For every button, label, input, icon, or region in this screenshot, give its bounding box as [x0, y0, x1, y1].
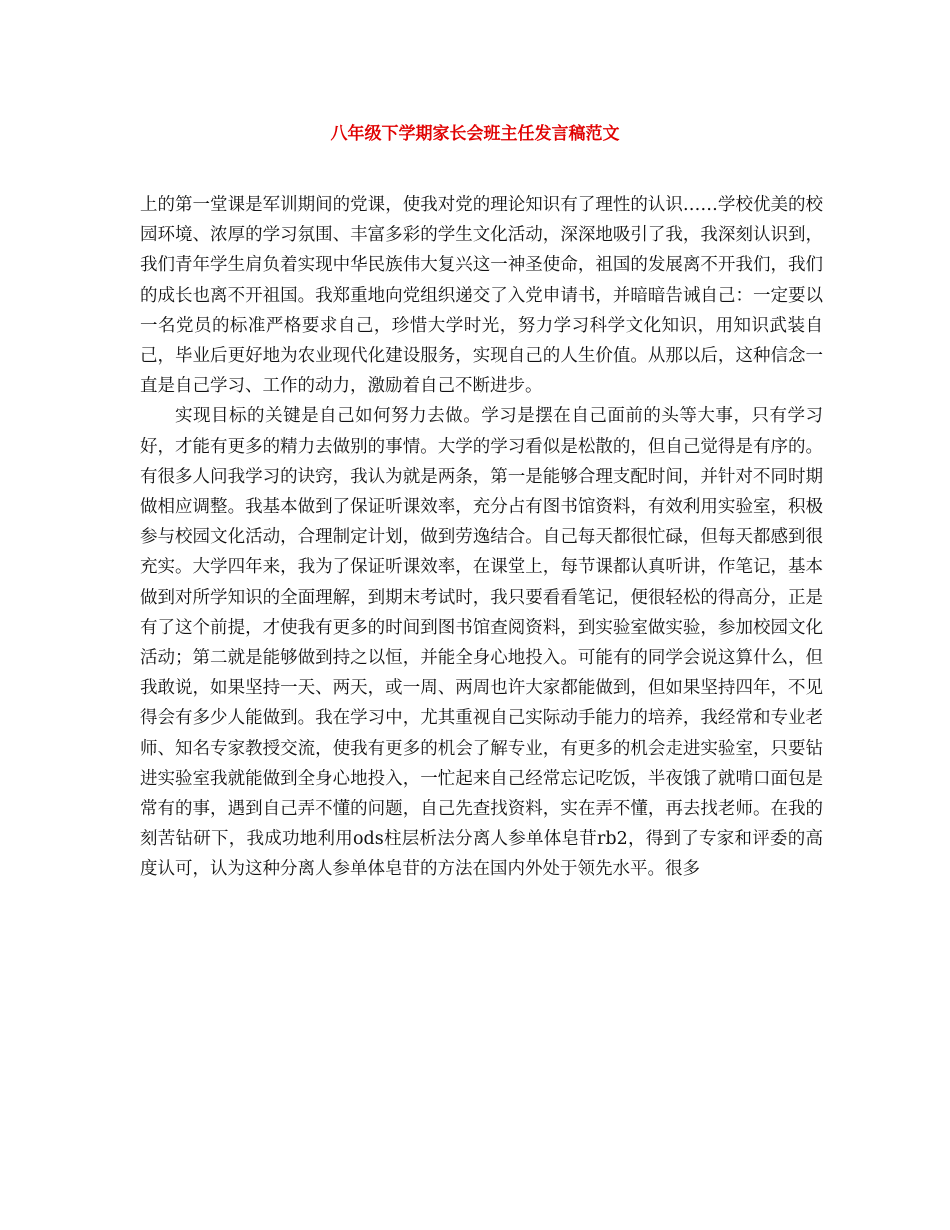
- paragraph-1: 上的第一堂课是军训期间的党课，使我对党的理论知识有了理性的认识……学校优美的校园环境、浓厚的学习氛围、丰富多彩的学生文化活动，深深地吸引了我，我深刻认识到，我们青年学生肩负着实现中华民族伟大复兴这一神圣使命，祖国的发展离不开我们，我们的成长也离不开祖国。我郑重地向党组织递交了入党申请书，并暗暗告诫自己：一定要以一名党员的标准严格要求自己，珍惜大学时光，努力学习科学文化知识，用知识武装自己，毕业后更好地为农业现代化建设服务，实现自己的人生价值。从那以后，这种信念一直是自己学习、工作的动力，激励着自己不断进步。: [140, 195, 823, 397]
- document-body: [140, 190, 823, 885]
- document-title: 八年级下学期家长会班主任发言稿范文: [330, 124, 620, 144]
- paragraph-2: 实现目标的关键是自己如何努力去做。学习是摆在自己面前的头等大事，只有学习好，才能有更多的精力去做别的事情。大学的学习看似是松散的，但自己觉得是有序的。有很多人问我学习的诀窍，我认为就是两条，第一是能够合理支配时间，并针对不同时期做相应调整。我基本做到了保证听课效率，充分占有图书馆资料，有效利用实验室，积极参与校园文化活动，合理制定计划，做到劳逸结合。自己每天都很忙碌，但每天都感到很充实。大学四年来，我为了保证听课效率，在课堂上，每节课都认真听讲，作笔记，基本做到对所学知识的全面理解，到期末考试时，我只要看看笔记，便很轻松的得高分，正是有了这个前提，才使我有更多的时间到图书馆查阅资料，到实验室做实验，参加校园文化活动；第二就是能够做到持之以恒，并能全身心地投入。可能有的同学会说这算什么，但我敢说，如果坚持一天、两天，或一周、两周也许大家都能做到，但如果坚持四年，不见得会有多少人能做到。我在学习中，尤其重视自己实际动手能力的培养，我经常和专业老师、知名专家教授交流，使我有更多的机会了解专业，有更多的机会走进实验室，只要钻进实验室我就能做到全身心地投入，一忙起来自己经常忘记吃饭，半夜饿了就啃口面包是常有的事，遇到自己弄不懂的问题，自己先查找资料，实在弄不懂，再去找老师。在我的刻苦钻研下，我成功地利用ods柱层析法分离人参单体皂苷rb2，得到了专家和评委的高度认可，认为这种分离人参单体皂苷的方法在国内外处于领先水平。很多: [140, 406, 823, 880]
